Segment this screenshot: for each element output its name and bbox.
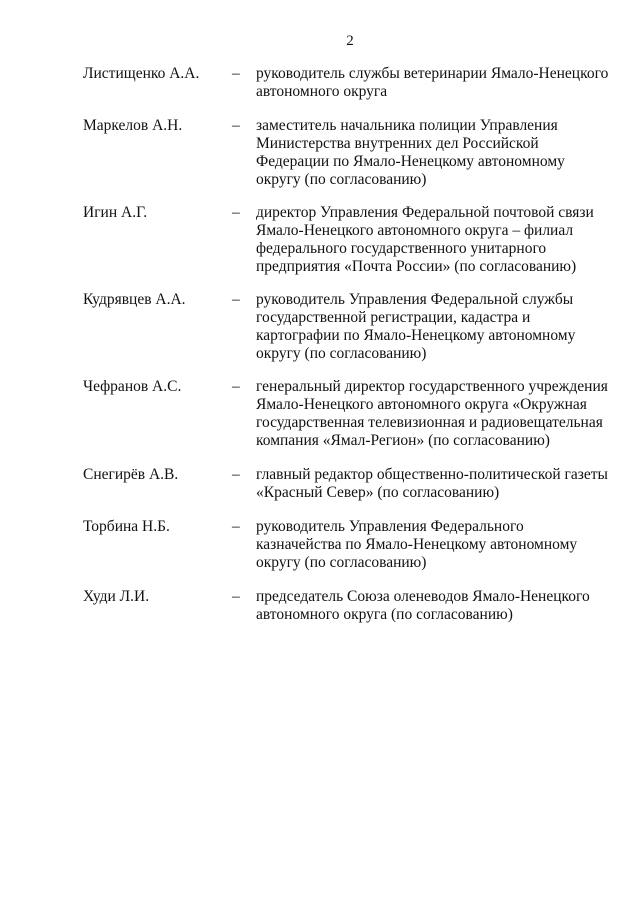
role-line: федерального государственного унитарного <box>256 240 547 257</box>
role-line: председатель Союза оленеводов Ямало-Ненецкого <box>256 588 590 605</box>
role-line: государственной регистрации, кадастра и <box>256 309 531 326</box>
role-line: руководитель службы ветеринарии Ямало-Ненецкого <box>256 65 609 82</box>
role-line: Ямало-Ненецкого автономного округа «Окружная <box>256 396 587 413</box>
member-role <box>256 204 616 276</box>
role-line: главный редактор общественно-политической газеты <box>256 466 608 483</box>
role-line: Ямало-Ненецкого автономного округа – филиал <box>256 222 574 239</box>
role-line: руководитель Управления Федерального <box>256 518 524 535</box>
member-name: Снегирёв А.В. <box>83 466 179 483</box>
member-name: Чефранов А.С. <box>83 378 182 395</box>
role-line: картографии по Ямало-Ненецкому автономному <box>256 327 576 344</box>
role-line: директор Управления Федеральной почтовой связи <box>256 204 594 221</box>
member-role <box>256 378 616 450</box>
member-name: Листищенко А.А. <box>83 65 200 82</box>
member-name: Торбина Н.Б. <box>83 518 170 535</box>
dash-separator: – <box>232 204 240 221</box>
member-role <box>256 518 616 572</box>
dash-separator: – <box>232 291 240 308</box>
page-number: 2 <box>346 33 354 49</box>
role-line: округу (по согласованию) <box>256 345 427 362</box>
member-role <box>256 117 616 189</box>
dash-separator: – <box>232 378 240 395</box>
role-line: казначейства по Ямало-Ненецкому автономному <box>256 536 578 553</box>
role-line: округу (по согласованию) <box>256 171 427 188</box>
dash-separator: – <box>232 518 240 535</box>
dash-separator: – <box>232 65 240 82</box>
member-role <box>256 291 616 363</box>
dash-separator: – <box>232 588 240 605</box>
role-line: «Красный Север» (по согласованию) <box>256 484 500 501</box>
member-name: Маркелов А.Н. <box>83 117 183 134</box>
member-name: Худи Л.И. <box>83 588 150 605</box>
member-name: Игин А.Г. <box>83 204 148 221</box>
dash-separator: – <box>232 117 240 134</box>
role-line: государственная телевизионная и радиовещательная <box>256 414 603 431</box>
role-line: заместитель начальника полиции Управления <box>256 117 558 134</box>
role-line: Федерации по Ямало-Ненецкому автономному <box>256 153 565 170</box>
member-role <box>256 466 616 502</box>
member-name: Кудрявцев А.А. <box>83 291 186 308</box>
role-line: генеральный директор государственного учреждения <box>256 378 608 395</box>
member-role <box>256 65 616 101</box>
dash-separator: – <box>232 466 240 483</box>
member-role <box>256 588 616 624</box>
role-line: автономного округа <box>256 83 388 100</box>
role-line: предприятия «Почта России» (по согласованию) <box>256 258 577 275</box>
role-line: автономного округа (по согласованию) <box>256 606 513 623</box>
role-line: компания «Ямал-Регион» (по согласованию) <box>256 432 550 449</box>
role-line: округу (по согласованию) <box>256 554 427 571</box>
role-line: Министерства внутренних дел Российской <box>256 135 539 152</box>
role-line: руководитель Управления Федеральной службы <box>256 291 574 308</box>
